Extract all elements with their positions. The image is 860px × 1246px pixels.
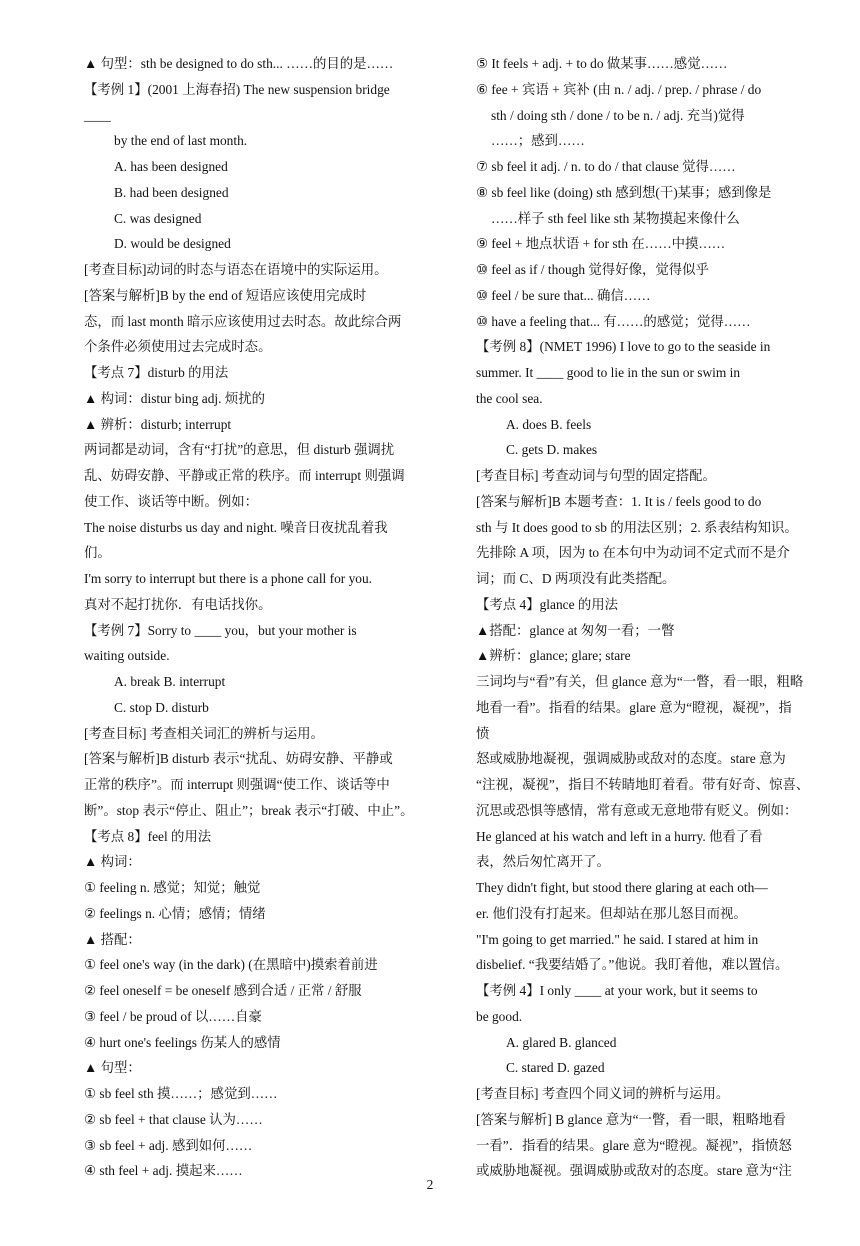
text-line: ③ feel / be proud of 以……自豪 <box>84 1008 262 1024</box>
text-line: ⑧ sb feel like (doing) sth 感到想(干)某事；感到像是 <box>476 184 772 200</box>
text-line: ▲ 句型：sth be designed to do sth... ……的目的是…… <box>84 56 394 71</box>
text-line: 真对不起打扰你．有电话找你。 <box>84 596 272 612</box>
text-line: 使工作、谈话等中断。例如： <box>84 493 259 509</box>
text-line: 愤 <box>476 725 490 741</box>
text-line: waiting outside. <box>84 648 170 664</box>
text-line: er. 他们没有打起来。但却站在那儿怒目而视。 <box>476 905 747 921</box>
text-line: [答案与解析]B 本题考查：1. It is / feels good to do <box>476 493 762 509</box>
text-line: 正常的秩序”。而 interrupt 则强调“使工作、谈话等中 <box>84 777 390 792</box>
text-line: [答案与解析]B by the end of 短语应该使用完成时 <box>84 287 367 303</box>
text-line: by the end of last month. <box>114 133 248 149</box>
text-line: ① sb feel sth 摸……；感觉到…… <box>84 1086 278 1101</box>
text-line: 地看一看”。指看的结果。glare 意为“瞪视，凝视”，指 <box>476 699 792 715</box>
example-heading: 【考例 1】(2001 上海春招) The new suspension bridge <box>84 81 390 97</box>
text-line: 沉思或恐惧等感情，常有意或无意地带有贬义。例如： <box>476 802 798 818</box>
example-heading: 【考例 7】Sorry to ____ you，but your mother is <box>84 622 357 638</box>
text-line: ▲ 构词：distur bing adj. 烦扰的 <box>84 390 266 406</box>
page-number: 2 <box>426 1177 434 1192</box>
text-line: ⑨ feel + 地点状语 + for sth 在……中摸…… <box>476 236 726 252</box>
text-line: 或威胁地凝视。强调威胁或敌对的态度。stare 意为“注 <box>476 1163 792 1179</box>
text-line: 乱、妨碍安静、平静或正常的秩序。而 interrupt 则强调 <box>84 468 405 483</box>
section-heading: 【考点 8】feel 的用法 <box>84 828 212 844</box>
text-line: The noise disturbs us day and night. 噪音日夜扰乱着我 <box>84 519 388 535</box>
text-line: ……样子 sth feel like sth 某物摸起来像什么 <box>491 210 740 226</box>
text-line: I'm sorry to interrupt but there is a phone call for you. <box>84 571 373 586</box>
text-line: ▲搭配：glance at 匆匆一看；一瞥 <box>476 622 675 638</box>
text-line: ③ sb feel + adj. 感到如何…… <box>84 1137 253 1153</box>
example-heading: 【考例 8】(NMET 1996) I love to go to the seaside in <box>476 339 771 355</box>
text-line: ▲ 构词： <box>84 854 141 870</box>
text-line: 一看”．指看的结果。glare 意为“瞪视。凝视”，指愤怒 <box>476 1137 792 1153</box>
answer-option: A. break B. interrupt <box>114 674 226 689</box>
text-line: 个条件必须使用过去完成时态。 <box>84 339 272 355</box>
text-line: disbelief. “我要结婚了。”他说。我盯着他，难以置信。 <box>476 957 789 973</box>
text-line: ⑩ feel as if / though 觉得好像，觉得似乎 <box>476 262 709 277</box>
text-line: "I'm going to get married." he said. I stared at him in <box>476 931 759 947</box>
text-line: 词；而 C、D 两项没有此类搭配。 <box>476 571 676 586</box>
section-heading: 【考点 4】glance 的用法 <box>476 596 619 612</box>
left-column <box>84 51 454 1184</box>
text-line: ⑩ feel / be sure that... 确信…… <box>476 287 651 303</box>
text-line: “注视，凝视”，指目不转睛地盯着看。带有好奇、惊喜、 <box>476 777 810 792</box>
text-line: ____ <box>84 107 111 123</box>
text-line: ⑦ sb feel it adj. / n. to do / that clause 觉得…… <box>476 159 736 174</box>
text-line: [考查目标] 考查相关词汇的辨析与运用。 <box>84 725 324 741</box>
text-line: ⑥ fee + 宾语 + 宾补 (由 n. / adj. / prep. / phrase / do <box>476 81 762 97</box>
text-line: summer. It ____ good to lie in the sun or swim in <box>476 365 741 380</box>
text-line: ▲ 搭配： <box>84 931 141 947</box>
text-line: ② feel oneself = be oneself 感到合适 / 正常 / 舒服 <box>84 983 362 998</box>
text-line: ▲ 句型： <box>84 1060 141 1076</box>
text-line: ……；感到…… <box>491 133 585 149</box>
text-line: ④ sth feel + adj. 摸起来…… <box>84 1163 243 1179</box>
text-line: sth / doing sth / done / to be n. / adj. 充当)觉得 <box>491 107 745 123</box>
text-line: ④ hurt one's feelings 伤某人的感情 <box>84 1034 281 1050</box>
answer-option: C. gets D. makes <box>506 442 598 458</box>
text-line: He glanced at his watch and left in a hurry. 他看了看 <box>476 828 763 844</box>
answer-option: C. was designed <box>114 210 202 226</box>
answer-option: B. had been designed <box>114 184 229 200</box>
text-line: ⑤ It feels + adj. + to do 做某事……感觉…… <box>476 56 728 71</box>
right-column <box>476 51 836 1184</box>
text-line: [答案与解析] B glance 意为“一瞥，看一眼，粗略地看 <box>476 1111 786 1127</box>
answer-option: A. glared B. glanced <box>506 1034 617 1050</box>
text-line: the cool sea. <box>476 390 543 406</box>
text-line: 断”。stop 表示“停止、阻止”；break 表示“打破、中止”。 <box>84 802 414 818</box>
answer-option: D. would be designed <box>114 236 231 252</box>
text-line: [考查目标] 考查动词与句型的固定搭配。 <box>476 468 716 483</box>
answer-option: C. stared D. gazed <box>506 1060 605 1076</box>
answer-option: A. does B. feels <box>506 416 592 432</box>
text-line: ② sb feel + that clause 认为…… <box>84 1111 263 1127</box>
text-line: [考查目标]动词的时态与语态在语境中的实际运用。 <box>84 262 388 277</box>
text-line: [答案与解析]B disturb 表示“扰乱、妨碍安静、平静或 <box>84 751 393 767</box>
text-line: 先排除 A 项，因为 to 在本句中为动词不定式而不是介 <box>476 545 790 561</box>
example-heading: 【考例 4】I only ____ at your work, but it seems to <box>476 983 758 998</box>
text-line: ▲辨析：glance; glare; stare <box>476 648 631 664</box>
text-line: ② feelings n. 心情；感情；情绪 <box>84 905 266 921</box>
text-line: 态，而 last month 暗示应该使用过去时态。故此综合两 <box>84 313 402 329</box>
text-line: ① feel one's way (in the dark) (在黑暗中)摸索着前进 <box>84 957 378 973</box>
text-line: be good. <box>476 1008 523 1024</box>
text-line: They didn't fight, but stood there glaring at each oth— <box>476 880 768 895</box>
text-line: 们。 <box>84 545 111 561</box>
text-line: 三词均与“看”有关，但 glance 意为“一瞥，看一眼，粗略 <box>476 674 804 689</box>
text-line: 两词都是动词，含有“打扰”的意思，但 disturb 强调扰 <box>84 442 395 458</box>
text-line: 表，然后匆忙离开了。 <box>476 854 610 870</box>
answer-option: C. stop D. disturb <box>114 699 209 715</box>
section-heading: 【考点 7】disturb 的用法 <box>84 365 229 380</box>
text-line: ① feeling n. 感觉；知觉；触觉 <box>84 880 261 895</box>
text-line: ▲ 辨析：disturb; interrupt <box>84 416 232 432</box>
text-line: sth 与 It does good to sb 的用法区别；2. 系表结构知识。 <box>476 519 798 535</box>
text-line: ⑩ have a feeling that... 有……的感觉；觉得…… <box>476 313 751 329</box>
answer-option: A. has been designed <box>114 159 228 174</box>
text-line: 怒或威胁地凝视，强调威胁或敌对的态度。stare 意为 <box>476 751 786 767</box>
text-line: [考查目标] 考查四个同义词的辨析与运用。 <box>476 1086 730 1101</box>
